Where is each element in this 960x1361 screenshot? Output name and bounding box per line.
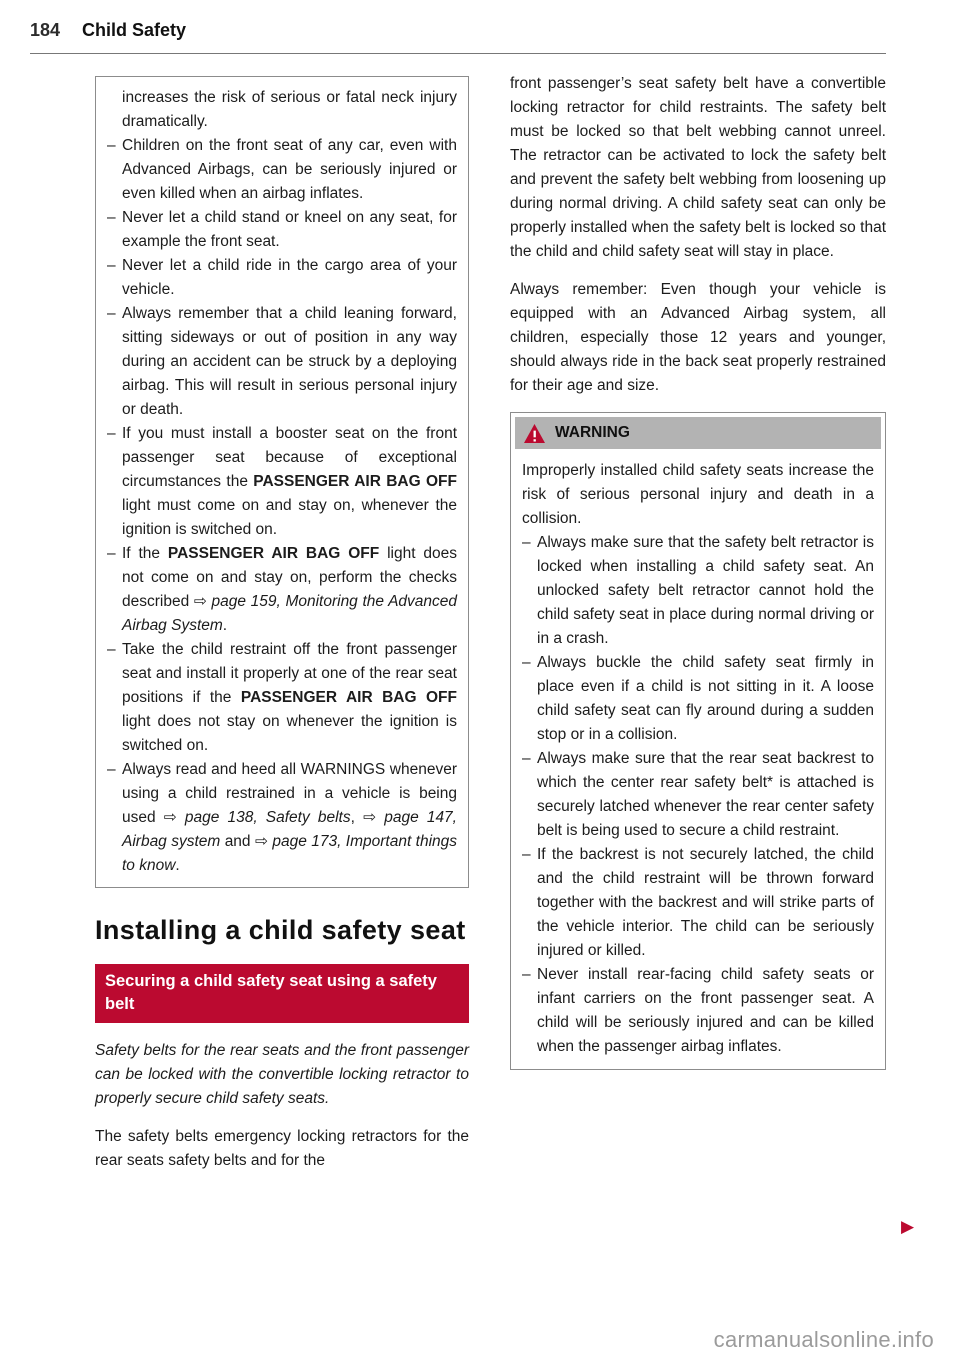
list-item [107, 302, 457, 422]
list-item [107, 206, 457, 254]
list-item-text: Never let a child stand or kneel on any seat, for example the front seat. [122, 209, 457, 250]
body-paragraph: front passenger’s seat safety belt have a convertible locking retractor for child restraints. The safety belt must be locked so that belt webbing cannot unreel. The retractor can be activated to lock the safety belt and prevent the safety belt webbing from loosening up during normal driving. A child safety seat can only be properly installed when the safety belt is locked so that the child and child safety seat will stay in place. [510, 75, 886, 260]
dash-marker: – [522, 534, 531, 551]
dash-marker: – [107, 257, 116, 274]
left-column [95, 72, 469, 1187]
warning-title: WARNING [555, 424, 630, 441]
list-item-text: If the backrest is not securely latched, the child and the child restraint will be thrown forward together with the backrest and will strike parts of the vehicle interior. The child can be seriously injured or killed. [537, 846, 874, 959]
page-number: 184 [30, 20, 61, 40]
warning-lead-text: Improperly installed child safety seats increase the risk of serious personal injury and death in a collision. [522, 462, 874, 527]
list-item-text: If you must install a booster seat on the front passenger seat because of exceptional circumstances the PASSENGER AIR BAG OFF light must come on and stay on, whenever the ignition is switched on. [122, 425, 457, 538]
dash-marker: – [107, 305, 116, 322]
page-header [30, 20, 886, 54]
body-paragraph: Always remember: Even though your vehicle is equipped with an Advanced Airbag system, all children, especially those 12 years and younger, should always ride in the back seat properly restrained for their age and size. [510, 281, 886, 394]
dash-marker: – [522, 846, 531, 863]
dash-marker: – [107, 425, 116, 442]
list-item-text: If the PASSENGER AIR BAG OFF light does not come on and stay on, perform the checks described ⇨ page 159, Monitoring the Advanced Airbag System. [122, 545, 458, 634]
list-item [107, 542, 457, 638]
list-item [522, 651, 874, 747]
dash-marker: – [107, 137, 116, 154]
list-item-text: Never install rear-facing child safety seats or infant carriers on the front passenger seat. A child will be seriously injured and can be killed when the passenger airbag inflates. [537, 966, 874, 1055]
dash-marker: – [522, 750, 531, 767]
dash-marker: – [522, 966, 531, 983]
list-item-text: Children on the front seat of any car, even with Advanced Airbags, can be seriously injured or even killed when an airbag inflates. [122, 137, 457, 202]
warning-triangle-icon [523, 423, 546, 444]
list-item-text: Always make sure that the rear seat backrest to which the center rear safety belt* is attached is securely latched whenever the rear center safety belt is being used to secure a child restraint. [537, 750, 874, 839]
box-lead-text: increases the risk of serious or fatal neck injury dramatically. [122, 89, 457, 130]
chapter-title: Child Safety [82, 20, 187, 40]
body-paragraph: The safety belts emergency locking retractors for the rear seats safety belts and for the [95, 1128, 469, 1169]
list-item [522, 963, 874, 1059]
list-item [107, 254, 457, 302]
list-item-text: Always buckle the child safety seat firmly in place even if a child is not sitting in it. A loose child safety seat can fly around during a sudden stop or in a collision. [537, 654, 874, 743]
warning-header [515, 417, 881, 449]
list-item-text: Always remember that a child leaning forward, sitting sideways or out of position in any way during an accident can be struck by a deploying airbag. This will result in serious personal injury or death. [122, 305, 457, 418]
list-item [107, 758, 457, 878]
list-item [522, 843, 874, 963]
list-item [107, 422, 457, 542]
right-column [510, 72, 886, 1070]
dash-marker: – [107, 545, 116, 562]
dash-marker: – [107, 761, 116, 778]
subsection-banner: Securing a child safety seat using a safety belt [95, 964, 469, 1023]
list-item [107, 638, 457, 758]
continuation-box [95, 76, 469, 888]
dash-marker: – [107, 209, 116, 226]
list-item [107, 134, 457, 206]
page-continues-arrow-icon: ▶ [901, 1217, 915, 1236]
italic-note: Safety belts for the rear seats and the front passenger can be locked with the convertible locking retractor to properly secure child safety seats. [95, 1042, 469, 1107]
safety-notes-list [107, 134, 457, 878]
list-item-text: Always make sure that the safety belt retractor is locked when installing a child safety seat. An unlocked safety belt retractor cannot hold the child safety seat in place during normal driving or in a crash. [537, 534, 874, 647]
warning-list [522, 531, 874, 1059]
section-heading: Installing a child safety seat [95, 915, 466, 945]
warning-body [511, 453, 885, 1069]
list-item-text: Take the child restraint off the front passenger seat and install it properly at one of the rear seat positions if the PASSENGER AIR BAG OFF light does not stay on whenever the ignition is switched on. [122, 641, 457, 754]
dash-marker: – [107, 641, 116, 658]
list-item [522, 531, 874, 651]
dash-marker: – [522, 654, 531, 671]
watermark-text: carmanualsonline.info [713, 1327, 934, 1352]
list-item [522, 747, 874, 843]
list-item-text: Always read and heed all WARNINGS whenever using a child restrained in a vehicle is being used ⇨ page 138, Safety belts, ⇨ page 147, Airbag system and ⇨ page 173, Important things to know. [122, 761, 458, 874]
warning-box [510, 412, 886, 1070]
list-item-text: Never let a child ride in the cargo area of your vehicle. [122, 257, 457, 298]
